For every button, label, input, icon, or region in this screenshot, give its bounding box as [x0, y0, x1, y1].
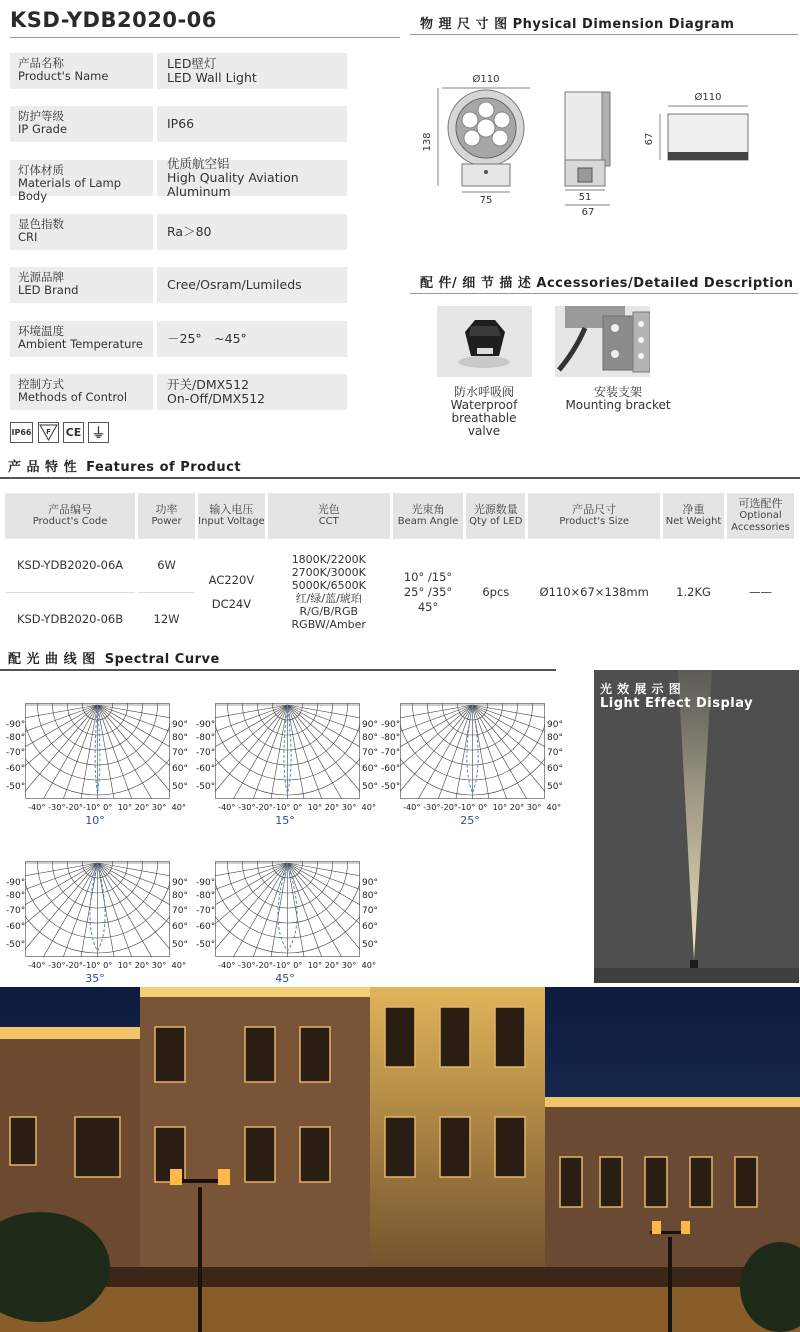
header-power	[137, 493, 197, 539]
valve-icon	[437, 306, 532, 377]
header-power-cn: 功率	[155, 503, 178, 516]
polar-grid	[25, 861, 170, 957]
spec-value	[157, 214, 347, 250]
ip66-label: IP66	[11, 428, 32, 437]
polar-grid	[215, 861, 360, 957]
polar-right-tick: 50°	[362, 940, 378, 950]
spec-label-cn: 灯体材质	[18, 163, 64, 177]
polar-right-tick: 50°	[172, 782, 188, 792]
polar-right-tick: 60°	[362, 764, 378, 774]
cct-line-1: 1800K/2200K	[291, 553, 366, 566]
polar-beam-angle-label: 10°	[85, 814, 105, 827]
polar-left-tick: -90°	[6, 720, 26, 730]
valve-name-cn: 防水呼吸阀	[453, 385, 514, 399]
polar-bottom-ticks: -40° -30°-20°-10° 0° 10° 20° 30° 40°	[28, 802, 187, 812]
polar-left-tick: -50°	[6, 782, 26, 792]
polar-left-tick: -70°	[381, 748, 401, 758]
top-diameter-label: Ø110	[694, 92, 722, 103]
polar-grid	[400, 703, 545, 799]
valve-name-en1: Waterproof	[450, 398, 518, 412]
bracket-name-en: Mounting bracket	[565, 398, 671, 412]
polar-right-tick: 80°	[362, 733, 378, 743]
polar-left-tick: -90°	[381, 720, 401, 730]
spec-value-cn: Ra＞80	[167, 224, 212, 239]
cct-line-3: 5000K/6500K	[291, 579, 366, 592]
front-height-label: 138	[422, 132, 433, 152]
cct-line-2: 2700K/3000K	[291, 566, 366, 579]
spec-label	[10, 374, 153, 410]
spec-value-cn: －25° ~45°	[167, 331, 247, 346]
polar-beam-angle-label: 45°	[275, 972, 295, 985]
accessories-divider	[410, 293, 798, 294]
spectral-title-en: Spectral Curve	[104, 652, 220, 667]
polar-right-tick: 90°	[172, 878, 188, 888]
spec-label-en: Methods of Control	[18, 390, 128, 404]
spec-value-en: LED Wall Light	[167, 70, 257, 85]
front-view	[422, 73, 530, 206]
voltage-ac: AC220V	[208, 573, 255, 587]
polar-left-tick: -80°	[196, 891, 216, 901]
beam-line-2: 25° /35°	[403, 584, 453, 599]
spec-value	[157, 267, 347, 303]
polar-left-tick: -50°	[196, 940, 216, 950]
header-voltage-cn: 输入电压	[209, 503, 254, 516]
accessories-title: 配 件/ 细 节 描 述 Accessories/Detailed Description	[420, 276, 794, 291]
valve-name-en3: valve	[467, 424, 501, 438]
spec-value-cn: LED壁灯	[167, 56, 217, 71]
row-a-power: 6W	[137, 539, 197, 592]
cct-cell	[266, 539, 391, 645]
polar-right-tick: 80°	[172, 733, 188, 743]
polar-right-tick: 80°	[547, 733, 563, 743]
header-code-cn: 产品编号	[48, 503, 93, 516]
header-size-cn: 产品尺寸	[572, 503, 617, 516]
spec-label-en: Materials of Lamp Body	[18, 176, 122, 203]
title-divider	[10, 37, 400, 38]
qty-cell: 6pcs	[465, 539, 527, 645]
polar-left-tick: -60°	[6, 922, 26, 932]
polar-bottom-ticks: -40° -30°-20°-10° 0° 10° 20° 30° 40°	[218, 802, 377, 812]
polar-left-tick: -90°	[196, 720, 216, 730]
dimension-divider	[410, 34, 798, 35]
ip66-icon	[10, 422, 33, 443]
header-cct-cn: 光色	[317, 503, 340, 516]
polar-left-tick: -80°	[196, 733, 216, 743]
polar-right-tick: 70°	[172, 906, 188, 916]
row-b-code: KSD-YDB2020-06B	[5, 592, 137, 645]
top-view	[644, 91, 748, 160]
light-beam-graphic	[594, 670, 799, 983]
spec-label	[10, 214, 153, 250]
spec-label	[10, 53, 153, 89]
polar-chart	[400, 703, 545, 799]
size-cell: Ø110×67×138mm	[527, 539, 662, 645]
polar-right-tick: 90°	[172, 720, 188, 730]
polar-grid	[215, 703, 360, 799]
side-depth1-label: 51	[578, 192, 592, 203]
header-optional-en: Optional Accessories	[731, 510, 790, 533]
accessory-bracket-label	[548, 386, 688, 412]
polar-bottom-ticks: -40° -30°-20°-10° 0° 10° 20° 30° 40°	[403, 802, 562, 812]
mounting-bracket-image	[555, 306, 650, 377]
header-optional	[725, 493, 795, 539]
cct-line-6: RGBW/Amber	[291, 618, 366, 631]
ce-label: CE	[65, 426, 82, 439]
spec-value-cn: 优质航空铝	[167, 156, 230, 171]
features-divider	[0, 477, 800, 479]
polar-beam-angle-label: 25°	[460, 814, 480, 827]
header-power-en: Power	[151, 516, 182, 527]
polar-left-tick: -60°	[196, 764, 216, 774]
polar-left-tick: -90°	[196, 878, 216, 888]
polar-left-tick: -60°	[6, 764, 26, 774]
polar-left-tick: -80°	[381, 733, 401, 743]
features-heading	[8, 456, 241, 475]
polar-beam-angle-label: 35°	[85, 972, 105, 985]
header-voltage-en: Input Voltage	[198, 516, 265, 527]
spec-label-en: IP Grade	[18, 122, 68, 136]
f-mark-icon	[38, 422, 59, 443]
spec-label-cn: 防护等级	[18, 109, 64, 123]
polar-left-tick: -70°	[196, 748, 216, 758]
front-diameter-label: Ø110	[472, 74, 500, 85]
spec-value	[157, 106, 347, 142]
header-qty-en: Qty of LED	[469, 516, 523, 527]
polar-bottom-ticks: -40° -30°-20°-10° 0° 10° 20° 30° 40°	[28, 960, 187, 970]
spec-value	[157, 53, 347, 89]
spec-label	[10, 160, 153, 203]
ground-icon	[88, 422, 109, 443]
header-voltage	[196, 493, 266, 539]
polar-right-tick: 70°	[362, 748, 378, 758]
header-code	[5, 493, 137, 539]
polar-right-tick: 90°	[547, 720, 563, 730]
header-cct-en: CCT	[318, 516, 339, 527]
header-qty	[465, 493, 527, 539]
polar-left-tick: -60°	[381, 764, 401, 774]
dimension-title: 物 理 尺 寸 图 Physical Dimension Diagram	[420, 17, 735, 32]
spec-label-cn: 环境温度	[18, 324, 64, 338]
header-weight-en: Net Weight	[665, 516, 722, 527]
polar-right-tick: 60°	[172, 922, 188, 932]
polar-right-tick: 50°	[547, 782, 563, 792]
polar-right-tick: 60°	[547, 764, 563, 774]
spec-label-cn: 光源品牌	[18, 270, 64, 284]
header-weight	[662, 493, 726, 539]
model-title: KSD-YDB2020-06	[10, 8, 217, 32]
table-row	[5, 539, 796, 592]
spec-value-cn: Cree/Osram/Lumileds	[167, 277, 302, 292]
spec-value-en: High Quality Aviation Aluminum	[167, 170, 299, 199]
polar-right-tick: 50°	[172, 940, 188, 950]
spectral-heading	[8, 648, 220, 667]
spec-label	[10, 321, 153, 357]
waterproof-valve-image	[437, 306, 532, 377]
polar-right-tick: 80°	[172, 891, 188, 901]
polar-right-tick: 80°	[362, 891, 378, 901]
spec-value-cn: IP66	[167, 116, 195, 131]
spec-label-en: LED Brand	[18, 283, 79, 297]
polar-chart	[25, 703, 170, 799]
side-view	[565, 92, 610, 218]
light-effect-title-cn: 光 效 展 示 图	[600, 682, 682, 696]
polar-right-tick: 60°	[362, 922, 378, 932]
row-b-power: 12W	[137, 592, 197, 645]
features-title-cn: 产 品 特 性	[8, 460, 78, 475]
beam-line-1: 10° /15°	[403, 569, 453, 584]
spec-value	[157, 156, 347, 199]
polar-right-tick: 70°	[172, 748, 188, 758]
spectral-divider	[0, 669, 556, 671]
spec-label	[10, 106, 153, 142]
f-mark-label: F	[46, 428, 51, 436]
spec-value-en: On-Off/DMX512	[167, 391, 266, 406]
polar-left-tick: -70°	[196, 906, 216, 916]
optional-cell: ——	[725, 539, 795, 645]
header-qty-cn: 光源数量	[473, 503, 518, 516]
polar-left-tick: -70°	[6, 748, 26, 758]
features-title-en: Features of Product	[86, 460, 242, 475]
front-base-label: 75	[479, 195, 493, 206]
voltage-cell	[196, 539, 266, 645]
beam-line-3: 45°	[417, 599, 439, 614]
accessory-valve-label	[424, 386, 544, 438]
polar-right-tick: 90°	[362, 878, 378, 888]
header-code-en: Product's Code	[32, 516, 108, 527]
side-depth2-label: 67	[581, 207, 595, 218]
spec-label-en: Product's Name	[18, 69, 109, 83]
light-effect-panel	[594, 670, 799, 983]
header-beam-cn: 光束角	[411, 503, 445, 516]
spectral-title-cn: 配 光 曲 线 图	[8, 652, 96, 667]
polar-beam-angle-label: 15°	[275, 814, 295, 827]
header-weight-cn: 净重	[682, 503, 705, 516]
valve-name-en2: breathable	[451, 411, 517, 425]
spec-label-cn: 控制方式	[18, 377, 64, 391]
cct-line-4: 红/绿/蓝/琥珀	[295, 592, 362, 605]
polar-right-tick: 70°	[362, 906, 378, 916]
building-night-photo	[0, 987, 800, 1332]
spec-value	[157, 374, 347, 410]
polar-right-tick: 60°	[172, 764, 188, 774]
polar-chart	[25, 861, 170, 957]
building-illustration	[0, 987, 800, 1332]
polar-right-tick: 50°	[362, 782, 378, 792]
ce-icon	[63, 422, 84, 443]
polar-left-tick: -90°	[6, 878, 26, 888]
spec-label-cn: 显色指数	[18, 217, 64, 231]
header-optional-cn: 可选配件	[738, 497, 783, 510]
spec-label-en: CRI	[18, 230, 38, 244]
bracket-icon	[555, 306, 650, 377]
polar-left-tick: -50°	[196, 782, 216, 792]
polar-chart	[215, 703, 360, 799]
polar-chart	[215, 861, 360, 957]
spec-value	[157, 321, 347, 357]
cct-line-5: R/G/B/RGB	[299, 605, 359, 618]
header-cct	[266, 493, 391, 539]
beam-cell	[391, 539, 465, 645]
header-beam	[391, 493, 465, 539]
polar-right-tick: 90°	[362, 720, 378, 730]
table-header-row	[5, 493, 796, 539]
header-size-en: Product's Size	[559, 516, 629, 527]
polar-left-tick: -80°	[6, 891, 26, 901]
weight-cell: 1.2KG	[662, 539, 726, 645]
polar-grid	[25, 703, 170, 799]
spec-label-cn: 产品名称	[18, 56, 64, 70]
spec-value-cn: 开关/DMX512	[167, 377, 250, 392]
row-a-code: KSD-YDB2020-06A	[5, 539, 137, 592]
polar-left-tick: -70°	[6, 906, 26, 916]
polar-left-tick: -80°	[6, 733, 26, 743]
dimension-drawing	[420, 60, 800, 220]
header-beam-en: Beam Angle	[397, 516, 459, 527]
polar-left-tick: -50°	[381, 782, 401, 792]
spec-label-en: Ambient Temperature	[18, 337, 143, 351]
bracket-name-cn: 安装支架	[593, 385, 642, 399]
header-size	[527, 493, 662, 539]
polar-right-tick: 70°	[547, 748, 563, 758]
voltage-dc: DC24V	[211, 597, 252, 611]
polar-left-tick: -60°	[196, 922, 216, 932]
light-effect-title-en: Light Effect Display	[600, 696, 754, 711]
features-table	[5, 493, 797, 645]
polar-bottom-ticks: -40° -30°-20°-10° 0° 10° 20° 30° 40°	[218, 960, 377, 970]
top-height-label: 67	[644, 132, 655, 146]
polar-left-tick: -50°	[6, 940, 26, 950]
ground-label: ⏚	[91, 425, 106, 442]
spec-label	[10, 267, 153, 303]
